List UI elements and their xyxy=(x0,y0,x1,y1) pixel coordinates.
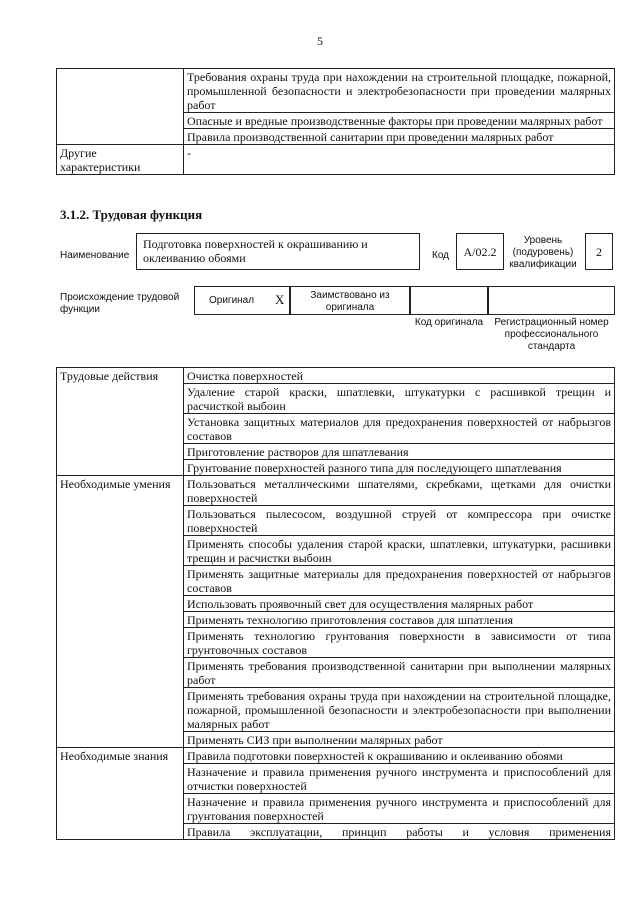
table-cell: Назначение и правила применения ручного инструмента и приспособлений для грунтования поверхностей xyxy=(184,794,615,824)
original-cell xyxy=(194,286,290,315)
function-name: Подготовка поверхностей к окрашиванию и оклеиванию обоями xyxy=(136,233,420,270)
name-label: Наименование xyxy=(60,250,130,261)
main-table xyxy=(56,367,615,840)
original-mark: X xyxy=(275,292,285,307)
table-cell: Опасные и вредные производственные факторы при проведении малярных работ xyxy=(184,113,615,129)
table-cell: Применять защитные материалы для предохранения поверхностей от набрызгов составов xyxy=(184,566,615,596)
table-cell: Применять требования охраны труда при нахождении на строительной площадке, пожарной, промышленной безопасности и электробезопасности при выполнении малярных работ xyxy=(184,688,615,732)
origin-label: Происхождение трудовой функции xyxy=(60,292,180,315)
group-label-actions: Трудовые действия xyxy=(57,368,184,476)
table-row xyxy=(57,69,615,113)
code-label: Код xyxy=(432,250,450,261)
table-row xyxy=(57,145,615,175)
table-row xyxy=(57,368,615,384)
table-cell: Применять технологию приготовления составов для шпатления xyxy=(184,612,615,628)
table-cell: Установка защитных материалов для предохранения поверхностей от набрызгов составов xyxy=(184,414,615,444)
table-cell: Пользоваться пылесосом, воздушной струей от компрессора при очистке поверхностей xyxy=(184,506,615,536)
level-label: Уровень (подуровень) квалификации xyxy=(509,235,577,270)
level-value: 2 xyxy=(585,233,613,270)
table-cell: Применять технологию грунтования поверхности в зависимости от типа грунтовочных составов xyxy=(184,628,615,658)
row-label xyxy=(57,69,184,145)
original-label: Оригинал xyxy=(209,295,255,306)
group-label-knowledge: Необходимые знания xyxy=(57,748,184,840)
table-cell: Применять СИЗ при выполнении малярных работ xyxy=(184,732,615,748)
code-original-cell xyxy=(410,286,488,315)
table-cell: Применять требования производственной санитарии при выполнении малярных работ xyxy=(184,658,615,688)
table-row xyxy=(57,748,615,764)
section-title: 3.1.2. Трудовая функция xyxy=(60,207,203,222)
table-cell: - xyxy=(184,145,615,175)
top-table xyxy=(56,68,615,175)
table-cell: Использовать проявочный свет для осуществления малярных работ xyxy=(184,596,615,612)
table-cell: Назначение и правила применения ручного инструмента и приспособлений для отчистки поверхностей xyxy=(184,764,615,794)
code-original-label: Код оригинала xyxy=(414,317,484,328)
table-cell: Удаление старой краски, шпатлевки, штукатурки с расшивкой трещин и расчисткой выбоин xyxy=(184,384,615,414)
table-cell: Приготовление растворов для шпатлевания xyxy=(184,444,615,460)
borrowed-label: Заимствовано из оригинала xyxy=(290,286,410,315)
page-number: 5 xyxy=(317,34,323,48)
table-cell: Очистка поверхностей xyxy=(184,368,615,384)
reg-number-cell xyxy=(488,286,615,315)
row-label: Другие характеристики xyxy=(57,145,184,175)
table-cell: Применять способы удаления старой краски, шпатлевки, штукатурки, расшивки трещин и расчистки выбоин xyxy=(184,536,615,566)
table-cell: Правила производственной санитарии при проведении малярных работ xyxy=(184,129,615,145)
table-cell: Пользоваться металлическими шпателями, скребками, щетками для очистки поверхностей xyxy=(184,476,615,506)
reg-number-label: Регистрационный номер профессионального стандарта xyxy=(494,317,609,352)
group-label-skills: Необходимые умения xyxy=(57,476,184,748)
table-row xyxy=(57,476,615,506)
function-code: А/02.2 xyxy=(456,233,504,270)
table-cell: Грунтование поверхностей разного типа для последующего шпатлевания xyxy=(184,460,615,476)
table-cell: Требования охраны труда при нахождении на строительной площадке, пожарной, промышленной безопасности и электробезопасности при проведении малярных работ xyxy=(184,69,615,113)
table-cell: Правила эксплуатации, принцип работы и условия применения xyxy=(184,824,615,840)
table-cell: Правила подготовки поверхностей к окрашиванию и оклеиванию обоями xyxy=(184,748,615,764)
